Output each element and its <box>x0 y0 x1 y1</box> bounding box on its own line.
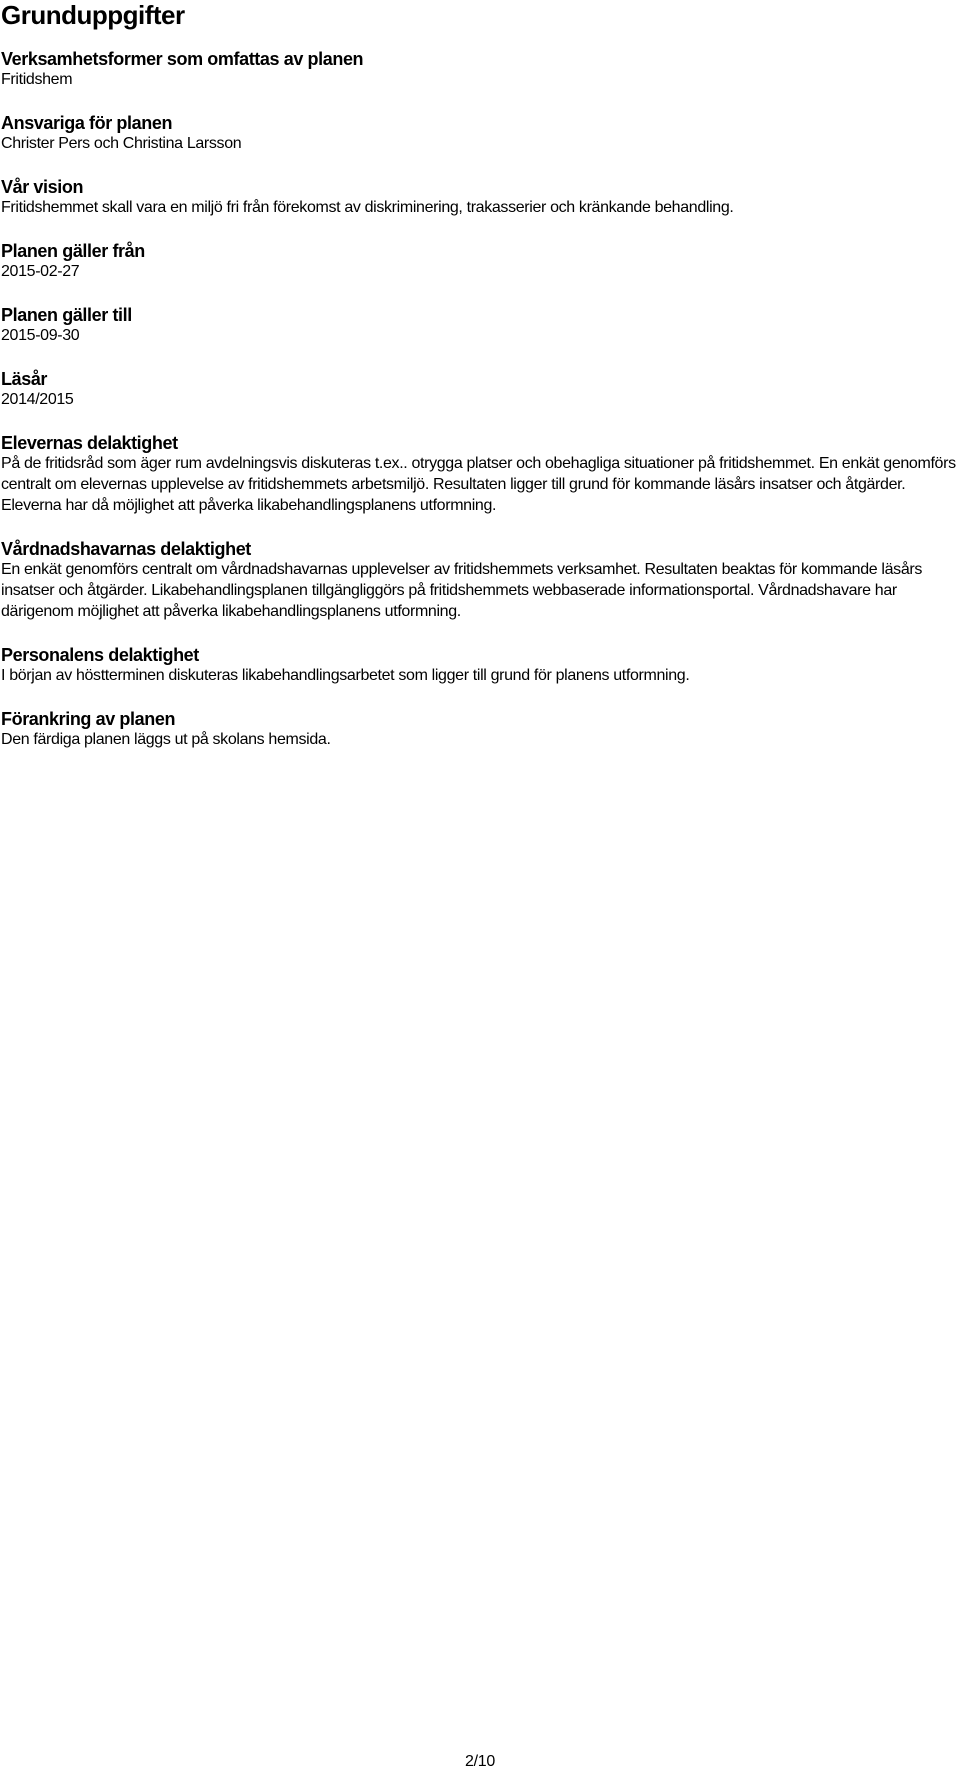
section-ansvariga <box>1 113 956 154</box>
section-text: Christer Pers och Christina Larsson <box>1 135 242 152</box>
section-heading: Elevernas delaktighet <box>1 433 178 453</box>
section-text: Den färdiga planen läggs ut på skolans hemsida. <box>1 731 331 748</box>
section-heading: Planen gäller från <box>1 241 145 261</box>
section-heading: Planen gäller till <box>1 305 132 325</box>
document-page <box>1 0 956 750</box>
section-heading: Vårdnadshavarnas delaktighet <box>1 539 251 559</box>
section-heading: Förankring av planen <box>1 709 176 729</box>
section-vardnadshavarnas-delaktighet <box>1 539 956 622</box>
section-planen-galler-till <box>1 305 956 346</box>
section-heading: Vår vision <box>1 177 84 197</box>
section-vision <box>1 177 956 218</box>
section-personalens-delaktighet <box>1 645 956 686</box>
section-forankring <box>1 709 956 750</box>
section-text: På de fritidsråd som äger rum avdelningsvis diskuteras t.ex.. otrygga platser och obehagliga situationer på fritidshemmet. En enkät genomförs centralt om elevernas upplevelse av fritidshemmets arbetsmiljö. Resultaten ligger till grund för kommande läsårs insatser och åtgärder. Eleverna har då möjlighet att påverka likabehandlingsplanens utformning. <box>1 455 956 514</box>
section-text: I början av höstterminen diskuteras likabehandlingsarbetet som ligger till grund för planens utformning. <box>1 667 690 684</box>
section-heading: Ansvariga för planen <box>1 113 173 133</box>
section-text: 2014/2015 <box>1 391 74 408</box>
section-heading: Verksamhetsformer som omfattas av planen <box>1 49 364 69</box>
section-text: 2015-09-30 <box>1 327 80 344</box>
section-text: Fritidshem <box>1 71 73 88</box>
page-title: Grunduppgifter <box>1 0 185 30</box>
section-text: 2015-02-27 <box>1 263 80 280</box>
section-heading: Personalens delaktighet <box>1 645 199 665</box>
section-text: Fritidshemmet skall vara en miljö fri från förekomst av diskriminering, trakasserier och kränkande behandling. <box>1 199 734 216</box>
section-planen-galler-fran <box>1 241 956 282</box>
section-elevernas-delaktighet <box>1 433 956 516</box>
section-lasar <box>1 369 956 410</box>
section-heading: Läsår <box>1 369 48 389</box>
section-verksamhetsformer <box>1 49 956 90</box>
section-text: En enkät genomförs centralt om vårdnadshavarnas upplevelser av fritidshemmets verksamhet. Resultaten beaktas för kommande läsårs insatser och åtgärder. Likabehandlingsplanen tillgängliggörs på fritidshemmets webbaserade informationsportal. Vårdnadshavare har därigenom möjlighet att påverka likabehandlingsplanens utformning. <box>1 561 922 620</box>
page-number: 2/10 <box>465 1753 495 1770</box>
